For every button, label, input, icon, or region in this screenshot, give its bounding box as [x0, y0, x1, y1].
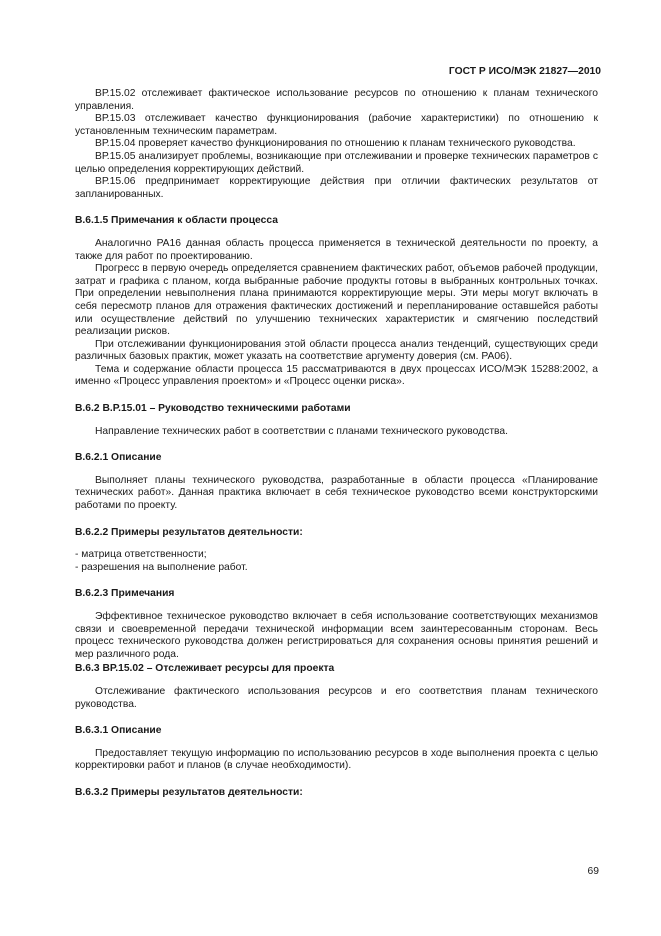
section-heading-b62: В.6.2 В.Р.15.01 – Руководство техническими работами — [75, 403, 351, 415]
intro-paragraph: ВР.15.03 отслеживает качество функционирования (рабочие характеристики) по отношению к установленным техническим параметрам. — [75, 113, 598, 137]
page-number: 69 — [587, 866, 599, 877]
section-paragraph: Тема и содержание области процесса 15 рассматриваются в двух процессах ИСО/МЭК 15288:2002, а именно «Процесс управления проектом» и «Процесс оценки риска». — [75, 363, 598, 388]
section-paragraph: Направление технических работ в соответствии с планами технического руководства. — [95, 425, 508, 437]
section-heading-b621: В.6.2.1 Описание — [75, 452, 162, 464]
section-heading-b615: В.6.1.5 Примечания к области процесса — [75, 215, 278, 227]
section-paragraph: Предоставляет текущую информацию по использованию ресурсов в ходе выполнения проекта с целью корректировки работ и планов (в случае необходимости). — [75, 747, 598, 772]
section-paragraph: Аналогично PA16 данная область процесса применяется в технической деятельности по проекту, а также для работ по проектированию. — [75, 237, 598, 262]
section-paragraph: Отслеживание фактического использования ресурсов и его соответствия планам технического руководства. — [75, 685, 598, 710]
intro-paragraph: ВР.15.06 предпринимает корректирующие действия при отличии фактических результатов от запланированных. — [75, 176, 598, 200]
section-heading-b623: В.6.2.3 Примечания — [75, 588, 175, 600]
document-header: ГОСТ Р ИСО/МЭК 21827—2010 — [448, 66, 601, 77]
section-paragraph: Эффективное техническое руководство включает в себя использование соответствующих механизмов связи и своевременной передачи технической информации всем заинтересованным сторонам. Весь процесс технического руководства должен регистрироваться для сохранения основы принятия решений и мер различного рода. — [75, 611, 598, 660]
section-heading-b63: В.6.3 ВР.15.02 – Отслеживает ресурсы для проекта — [75, 663, 335, 675]
section-paragraph: Выполняет планы технического руководства, разработанные в области процесса «Планирование технических работ». Данная практика включает в себя техническое руководство всеми конструкторскими работами по проекту. — [75, 474, 598, 512]
page-body — [75, 88, 598, 810]
list-item: - матрица ответственности; — [75, 549, 207, 561]
section-heading-b622: В.6.2.2 Примеры результатов деятельности: — [75, 526, 303, 538]
intro-paragraph: ВР.15.02 отслеживает фактическое использование ресурсов по отношению к планам технического управления. — [75, 88, 598, 112]
intro-paragraph: ВР.15.04 проверяет качество функционирования по отношению к планам технического руководства. — [95, 138, 576, 150]
list-item: - разрешения на выполнение работ. — [75, 561, 248, 573]
section-heading-b632: В.6.3.2 Примеры результатов деятельности: — [75, 786, 303, 798]
section-paragraph: При отслеживании функционирования этой области процесса анализ тенденций, существующих среди различных базовых практик, может указать на соответствие аргументу доверия (см. PA06). — [75, 338, 598, 363]
intro-paragraph: ВР.15.05 анализирует проблемы, возникающие при отслеживании и проверке технических параметров с целью определения корректирующих действий. — [75, 150, 598, 175]
section-heading-b631: В.6.3.1 Описание — [75, 725, 162, 737]
section-paragraph: Прогресс в первую очередь определяется сравнением фактических работ, объемов рабочей продукции, затрат и графика с планом, когда выбранные рабочие продукты готовы в выбранных контрольных точках. При определении невыполнения плана принимаются корректирующие меры. Эти меры могут включать в себя пересмотр планов для отражения фактических достижений и перепланирование оставшейся работы или осуществление действий по улучшению технических характеристик и смягчению последствий реализации рисков. — [75, 263, 598, 338]
